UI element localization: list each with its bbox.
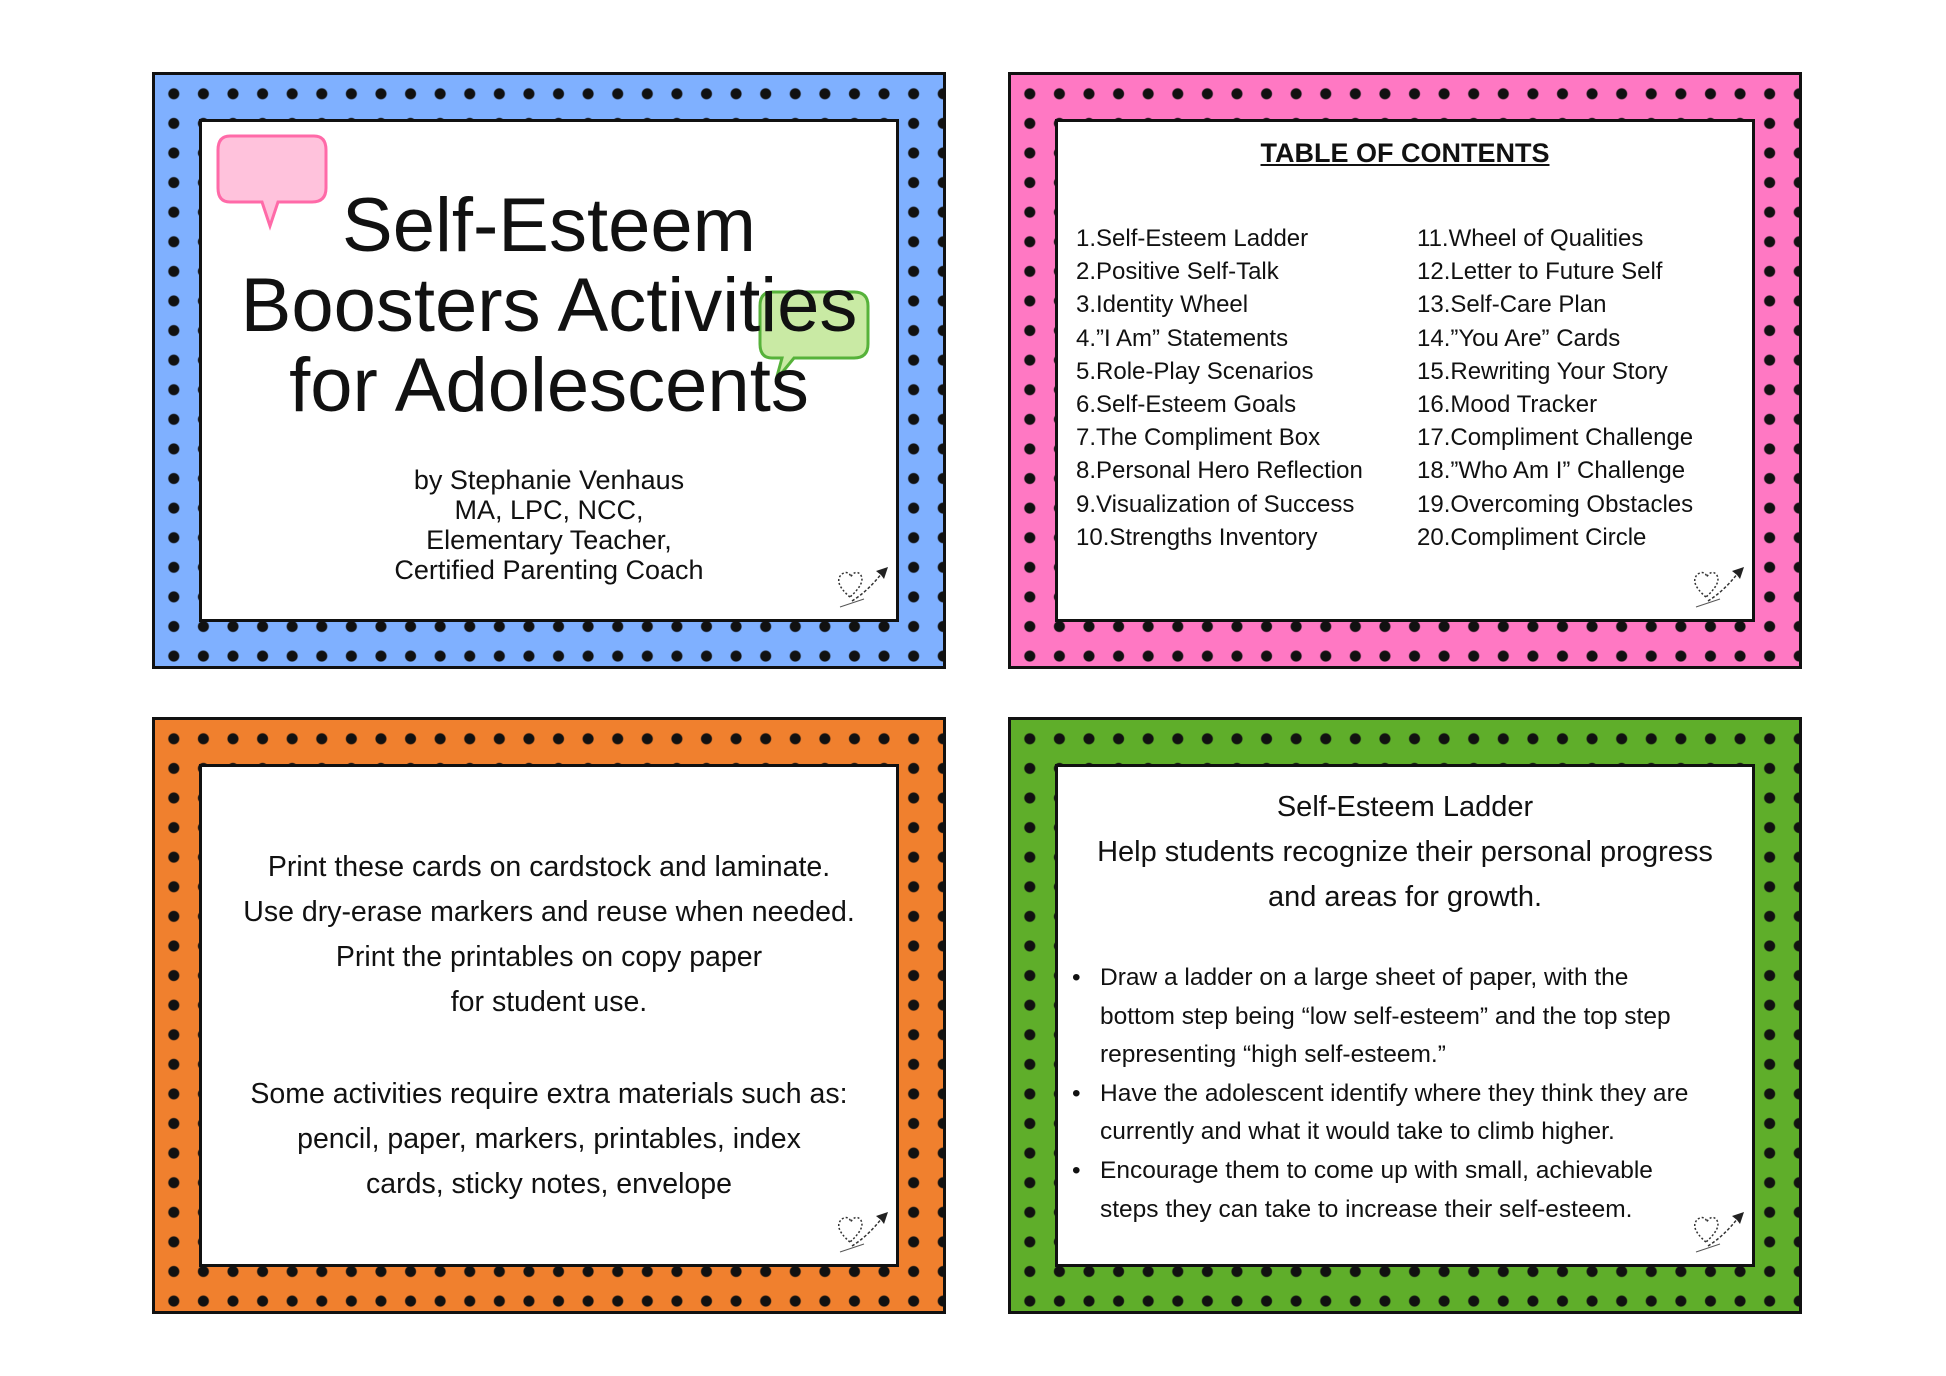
instructions-card-inner <box>199 764 899 1267</box>
author-line: by Stephanie Venhaus <box>413 465 685 495</box>
toc-item: 14.”You Are” Cards <box>1417 324 1621 352</box>
heart-plane-logo-icon <box>1690 1206 1746 1256</box>
cover-card <box>152 72 946 669</box>
instructions-line: cards, sticky notes, envelope <box>366 1168 732 1200</box>
toc-right-column <box>1417 222 1693 554</box>
activity-step <box>1070 1152 1748 1229</box>
toc-item: 4.”I Am” Statements <box>1076 324 1289 352</box>
activity-step-line: • Encourage them to come up with small, achievable <box>1100 1156 1653 1184</box>
activity-step-line: currently and what it would take to climb higher. <box>1100 1118 1615 1146</box>
cover-title-line-3: for Adolescents <box>289 343 809 428</box>
toc-item: 1.Self-Esteem Ladder <box>1076 225 1309 252</box>
activity-step-line: • Draw a ladder on a large sheet of paper, with the <box>1100 964 1629 991</box>
activity-title: Self-Esteem Ladder <box>1276 791 1534 823</box>
activity-step <box>1070 959 1748 1075</box>
toc-left-column <box>1076 222 1363 554</box>
cover-card-inner <box>199 119 899 622</box>
toc-card <box>1008 72 1802 669</box>
toc-item: 11.Wheel of Qualities <box>1417 225 1644 252</box>
toc-item: 18.”Who Am I” Challenge <box>1417 457 1686 485</box>
toc-item: 12.Letter to Future Self <box>1417 258 1663 286</box>
toc-item: 20.Compliment Circle <box>1417 523 1647 551</box>
cover-author <box>202 465 896 585</box>
toc-item: 5.Role-Play Scenarios <box>1076 357 1314 385</box>
activity-card <box>1008 717 1802 1314</box>
toc-card-inner <box>1055 119 1755 622</box>
activity-description-line: and areas for growth. <box>1267 881 1543 913</box>
toc-item: 6.Self-Esteem Goals <box>1076 391 1297 419</box>
instructions-card <box>152 717 946 1314</box>
author-line: MA, LPC, NCC, <box>454 495 644 525</box>
instructions-line: for student use. <box>450 986 648 1018</box>
toc-item: 7.The Compliment Box <box>1076 424 1321 452</box>
heart-plane-logo-icon <box>834 1206 890 1256</box>
toc-item: 9.Visualization of Success <box>1076 490 1355 518</box>
activity-description-line: Help students recognize their personal progress <box>1097 836 1713 868</box>
toc-item: 19.Overcoming Obstacles <box>1417 490 1694 518</box>
activity-description <box>1058 830 1752 920</box>
cover-title-line-1: Self-Esteem <box>342 183 756 268</box>
instructions-paragraph-1 <box>202 845 896 1025</box>
instructions-line: Use dry-erase markers and reuse when needed. <box>243 896 855 928</box>
activity-step-line: bottom step being “low self-esteem” and the top step <box>1100 1002 1671 1030</box>
toc-item: 8.Personal Hero Reflection <box>1076 457 1363 485</box>
activity-step-line: • Have the adolescent identify where they think they are <box>1100 1079 1689 1107</box>
instructions-line: Print these cards on cardstock and laminate. <box>267 851 831 883</box>
activity-step-line: representing “high self-esteem.” <box>1100 1041 1446 1069</box>
activity-step <box>1070 1075 1748 1152</box>
activity-card-inner <box>1055 764 1755 1267</box>
toc-item: 10.Strengths Inventory <box>1076 523 1318 551</box>
author-line: Certified Parenting Coach <box>394 555 704 585</box>
instructions-line: pencil, paper, markers, printables, index <box>297 1123 801 1155</box>
toc-item: 15.Rewriting Your Story <box>1417 357 1668 385</box>
instructions-line: Print the printables on copy paper <box>335 941 763 973</box>
instructions-paragraph-2 <box>202 1072 896 1207</box>
activity-steps-list <box>1070 959 1748 1229</box>
toc-item: 17.Compliment Challenge <box>1417 424 1694 452</box>
author-line: Elementary Teacher, <box>426 525 672 555</box>
instructions-line: Some activities require extra materials such as: <box>250 1078 848 1110</box>
cover-title-line-2: Boosters Activities <box>240 263 858 348</box>
toc-heading: TABLE OF CONTENTS <box>1260 138 1550 168</box>
heart-plane-logo-icon <box>834 561 890 611</box>
heart-plane-logo-icon <box>1690 561 1746 611</box>
toc-item: 3.Identity Wheel <box>1076 291 1249 319</box>
toc-item: 13.Self-Care Plan <box>1417 291 1607 319</box>
toc-item: 2.Positive Self-Talk <box>1076 258 1279 286</box>
toc-item: 16.Mood Tracker <box>1417 391 1598 419</box>
activity-step-line: steps they can take to increase their self-esteem. <box>1100 1195 1633 1223</box>
